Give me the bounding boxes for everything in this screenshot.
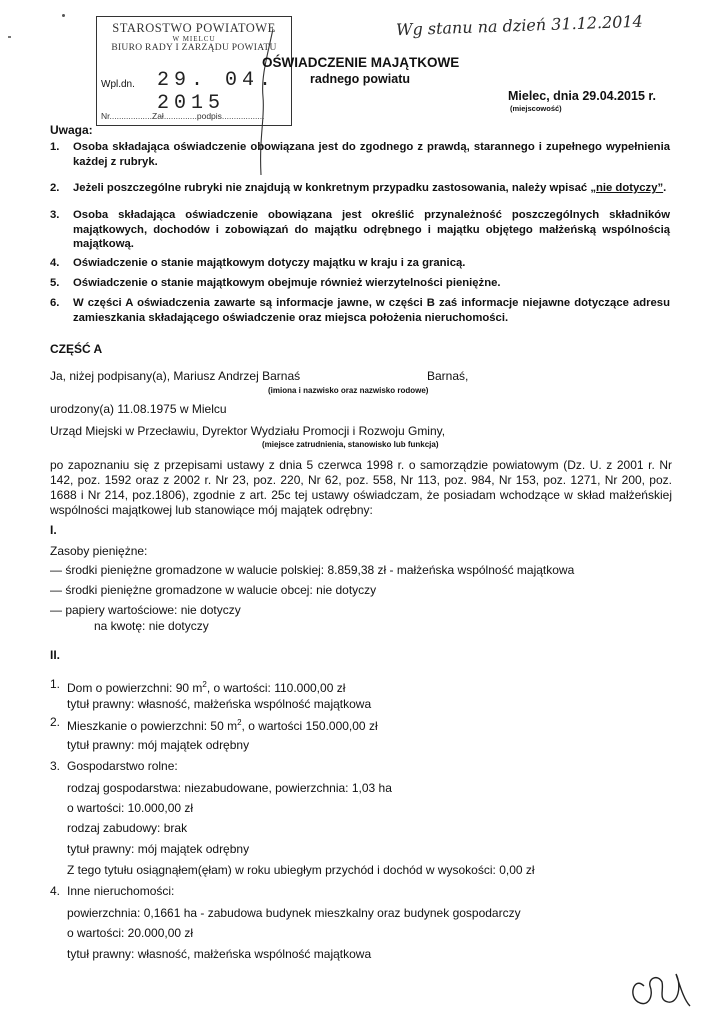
place-label: (miejscowość): [510, 104, 562, 113]
handwritten-note: Wg stanu na dzień 31.12.2014: [395, 11, 644, 40]
document-title: OŚWIADCZENIE MAJĄTKOWE: [262, 55, 460, 70]
stamp-wpl-label: Wpl.dn.: [101, 79, 135, 90]
stamp-bureau: BIURO RADY I ZARZĄDU POWIATU: [111, 43, 277, 53]
item-number: 3.: [50, 759, 61, 773]
signatory-line: Ja, niżej podpisany(a), Mariusz Andrzej Barnaś: [50, 369, 301, 383]
note-text: Osoba składająca oświadczenie obowiązana jest określić przynależność poszczególnych składników majątkowych, dochodów i zobowiązań do majątku odrębnego i majątku objętego małżeńską wspólnością majątkową.: [73, 209, 670, 250]
initials-signature: [624, 956, 702, 1012]
name-label: (imiona i nazwisko oraz nazwisko rodowe): [268, 386, 429, 395]
stamp-date: 29. 04. 2015: [157, 69, 277, 115]
gospodarstwo-line: rodzaj gospodarstwa: niezabudowane, powierzchnia: 1,03 ha: [67, 781, 392, 795]
inne-line: powierzchnia: 0,1661 ha - zabudowa budynek mieszkalny oraz budynek gospodarczy: [67, 906, 521, 920]
nie-dotyczy-phrase: „nie dotyczy”: [590, 182, 664, 194]
note-item: [50, 140, 670, 169]
dom-title: tytuł prawny: własność, małżeńska wspólność majątkowa: [67, 697, 372, 711]
document-subtitle: radnego powiatu: [310, 72, 410, 86]
list-item: — środki pieniężne gromadzone w walucie obcej: nie dotyczy: [50, 583, 377, 597]
section-1-roman: I.: [50, 523, 57, 537]
note-item: [50, 296, 670, 325]
note-item: [50, 181, 670, 196]
stamp-city: W MIELCU: [172, 35, 216, 43]
stamp-office: STAROSTWO POWIATOWE: [112, 21, 276, 35]
list-item: — papiery wartościowe: nie dotyczy: [50, 603, 241, 617]
notes-heading: Uwaga:: [50, 123, 93, 137]
inne-line: tytuł prawny: własność, małżeńska wspólność majątkowa: [67, 947, 372, 961]
note-text: Jeżeli poszczególne rubryki nie znajdują w konkretnym przypadku zastosowania, należy wpisać „nie dotyczy”.: [73, 182, 667, 194]
note-number: 4.: [50, 257, 60, 269]
place-and-date: Mielec, dnia 29.04.2015 r.: [508, 89, 657, 103]
section-1-heading: Zasoby pieniężne:: [50, 544, 148, 558]
statement-paragraph: po zapoznaniu się z przepisami ustawy z dnia 5 czerwca 1998 r. o samorządzie powiatowym (Dz. U. z 2001 r. Nr 142, poz. 1592 oraz z 2002 r. Nr 23, poz. 220, Nr 62, poz. 558, Nr 113, poz. 984, Nr 153, poz. 1271, Nr 200, poz. 1688 i Nr 214, poz.1806), zgodnie z art. 25c tej ustawy oświadczam, że posiadam wchodzące w skład małżeńskiej wspólności majątkowej lub stanowiące mój majątek odrębny:: [50, 458, 672, 517]
note-number: 6.: [50, 297, 60, 309]
item-number: 1.: [50, 677, 61, 691]
inne-line: o wartości: 20.000,00 zł: [67, 926, 194, 940]
gospodarstwo-line: rodzaj zabudowy: brak: [67, 821, 188, 835]
employment-line: Urząd Miejski w Przecławiu, Dyrektor Wydziału Promocji i Rozwoju Gminy,: [50, 424, 446, 438]
gospodarstwo-heading: Gospodarstwo rolne:: [67, 759, 178, 773]
note-text: Oświadczenie o stanie majątkowym dotyczy majątku w kraju i za granicą.: [73, 257, 466, 269]
inne-heading: Inne nieruchomości:: [67, 884, 175, 898]
note-item: [50, 276, 670, 291]
note-number: 2.: [50, 182, 60, 194]
note-text: Oświadczenie o stanie majątkowym obejmuje również wierzytelności pieniężne.: [73, 277, 501, 289]
note-item: [50, 256, 670, 271]
born-line: urodzony(a) 11.08.1975 w Mielcu: [50, 402, 227, 416]
gospodarstwo-line: Z tego tytułu osiągnąłem(ęłam) w roku ubiegłym przychód i dochód w wysokości: 0,00 zł: [67, 863, 535, 877]
note-number: 1.: [50, 141, 60, 153]
part-a-heading: CZĘŚĆ A: [50, 342, 103, 356]
stamp-nr-line: Nr..................Zał..............podpis..................: [101, 111, 265, 121]
mieszkanie-line: Mieszkanie o powierzchni: 50 $m^2$, o wartości 150.000,00 zł: [67, 718, 378, 733]
list-item: — środki pieniężne gromadzone w walucie polskiej: 8.859,38 zł - małżeńska wspólność majątkowa: [50, 563, 575, 577]
note-text: Osoba składająca oświadczenie obowiązana jest do zgodnego z prawdą, starannego i zupełnego wypełnienia każdej z rubryk.: [73, 141, 670, 168]
note-number: 5.: [50, 277, 60, 289]
scan-mark: [8, 36, 11, 38]
note-item: [50, 208, 670, 252]
kwota-line: na kwotę: nie dotyczy: [94, 619, 209, 633]
dom-line: Dom o powierzchni: 90 $m^2$, o wartości: 110.000,00 zł: [67, 680, 346, 695]
family-name: Barnaś,: [427, 369, 469, 383]
employment-label: (miejsce zatrudnienia, stanowisko lub funkcja): [262, 440, 439, 449]
scan-mark: [62, 14, 65, 17]
section-2-roman: II.: [50, 648, 61, 662]
item-number: 4.: [50, 884, 61, 898]
gospodarstwo-line: tytuł prawny: mój majątek odrębny: [67, 842, 250, 856]
registry-stamp: [96, 16, 292, 126]
gospodarstwo-line: o wartości: 10.000,00 zł: [67, 801, 194, 815]
item-number: 2.: [50, 715, 61, 729]
mieszkanie-title: tytuł prawny: mój majątek odrębny: [67, 738, 250, 752]
note-number: 3.: [50, 209, 60, 221]
note-text: W części A oświadczenia zawarte są informacje jawne, w części B zaś informacje niejawne dotyczące adresu zamieszkania składającego oświadczenie oraz miejsca położenia nieruchomości.: [73, 297, 670, 324]
